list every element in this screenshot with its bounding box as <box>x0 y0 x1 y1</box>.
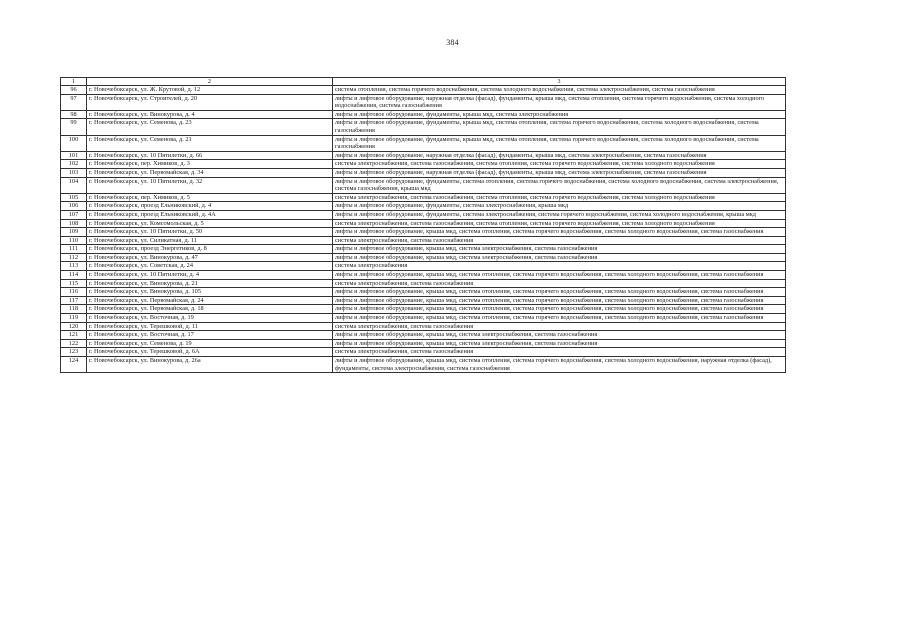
row-number-cell: 105 <box>61 193 87 202</box>
address-cell: г. Новочебоксарск, ул. Винокурова, д. 4 <box>87 110 333 119</box>
row-number-cell: 119 <box>61 314 87 323</box>
table-row <box>61 86 786 95</box>
works-cell: система электроснабжения, система газоснабжения <box>333 348 786 357</box>
works-cell: лифты и лифтовое оборудование, фундаменты, система отопления, система горячего водоснабжения, система холодного водоснабжения, система электроснабжения, система газоснабжения, крыша мкд <box>333 177 786 193</box>
table-row <box>61 305 786 314</box>
address-cell: г. Новочебоксарск, ул. 10 Пятилетки, д. 32 <box>87 177 333 193</box>
table-row <box>61 236 786 245</box>
works-cell: система электроснабжения <box>333 262 786 271</box>
works-cell: лифты и лифтовое оборудование, крыша мкд, система электроснабжения, система газоснабжения <box>333 339 786 348</box>
table-row <box>61 357 786 373</box>
row-number-cell: 99 <box>61 119 87 135</box>
address-cell: г. Новочебоксарск, проезд Ельниковский, д. 4 <box>87 202 333 211</box>
register-table <box>60 77 786 373</box>
address-cell: г. Новочебоксарск, ул. 10 Пятилетки, д. 50 <box>87 228 333 237</box>
works-cell: лифты и лифтовое оборудование, крыша мкд, система электроснабжения, система газоснабжения <box>333 331 786 340</box>
address-cell: г. Новочебоксарск, ул. Семенова, д. 19 <box>87 339 333 348</box>
row-number-cell: 124 <box>61 357 87 373</box>
row-number-cell: 116 <box>61 288 87 297</box>
table-row <box>61 110 786 119</box>
row-number-cell: 122 <box>61 339 87 348</box>
address-cell: г. Новочебоксарск, проезд Энергетиков, д. 8 <box>87 245 333 254</box>
row-number-cell: 98 <box>61 110 87 119</box>
address-cell: г. Новочебоксарск, ул. Восточная, д. 19 <box>87 314 333 323</box>
works-cell: лифты и лифтовое оборудование, крыша мкд, система отопления, система горячего водоснабжения, система холодного водоснабжения, система газоснабжения <box>333 314 786 323</box>
table-row <box>61 168 786 177</box>
row-number-cell: 114 <box>61 271 87 280</box>
row-number-cell: 112 <box>61 253 87 262</box>
table-row <box>61 151 786 160</box>
address-cell: г. Новочебоксарск, ул. Советская, д. 24 <box>87 262 333 271</box>
table-row <box>61 119 786 135</box>
table-row <box>61 314 786 323</box>
works-cell: лифты и лифтовое оборудование, крыша мкд, система отопления, система горячего водоснабжения, система холодного водоснабжения, система газоснабжения <box>333 305 786 314</box>
row-number-cell: 120 <box>61 322 87 331</box>
address-cell: г. Новочебоксарск, ул. Строителей, д. 20 <box>87 94 333 110</box>
works-cell: лифты и лифтовое оборудование, фундаменты, крыша мкд, система отопления, система горячего водоснабжения, система холодного водоснабжения, система газоснабжения <box>333 135 786 151</box>
works-cell: система электроснабжения, система газоснабжения, система отопления, система горячего водоснабжения, система холодного водоснабжения <box>333 160 786 169</box>
works-cell: лифты и лифтовое оборудование, наружная отделка (фасад), фундаменты, крыша мкд, система отопления, система горячего водоснабжения, система холодного водоснабжения, система газоснабжения <box>333 94 786 110</box>
table-row <box>61 253 786 262</box>
works-cell: лифты и лифтовое оборудование, крыша мкд, система отопления, система горячего водоснабжения, система холодного водоснабжения, система газоснабжения <box>333 288 786 297</box>
works-cell: лифты и лифтовое оборудование, наружная отделка (фасад), фундаменты, крыша мкд, система электроснабжения, система газоснабжения <box>333 151 786 160</box>
table-row <box>61 94 786 110</box>
table-row <box>61 279 786 288</box>
row-number-cell: 111 <box>61 245 87 254</box>
works-cell: лифты и лифтовое оборудование, фундаменты, крыша мкд, система электроснабжения <box>333 110 786 119</box>
table-row <box>61 339 786 348</box>
address-cell: г. Новочебоксарск, ул. Первомайская, д. 24 <box>87 296 333 305</box>
table-row <box>61 245 786 254</box>
table-row <box>61 228 786 237</box>
page-number: 384 <box>446 38 459 47</box>
table-row <box>61 288 786 297</box>
column-number-row <box>61 78 786 86</box>
address-cell: г. Новочебоксарск, ул. 10 Пятилетки, д. 4 <box>87 271 333 280</box>
works-cell: лифты и лифтовое оборудование, фундаменты, крыша мкд, система отопления, система горячего водоснабжения, система холодного водоснабжения, система газоснабжения <box>333 119 786 135</box>
works-cell: лифты и лифтовое оборудование, крыша мкд, система электроснабжения, система газоснабжения <box>333 253 786 262</box>
address-cell: г. Новочебоксарск, ул. Терешковой, д. 6А <box>87 348 333 357</box>
address-cell: г. Новочебоксарск, ул. Силикатная, д. 11 <box>87 236 333 245</box>
row-number-cell: 108 <box>61 219 87 228</box>
row-number-cell: 102 <box>61 160 87 169</box>
table-row <box>61 177 786 193</box>
table-row <box>61 331 786 340</box>
table-row <box>61 262 786 271</box>
row-number-cell: 100 <box>61 135 87 151</box>
row-number-cell: 110 <box>61 236 87 245</box>
table-row <box>61 322 786 331</box>
table-row <box>61 348 786 357</box>
works-cell: лифты и лифтовое оборудование, наружная отделка (фасад), фундаменты, крыша мкд, система электроснабжения, система газоснабжения <box>333 168 786 177</box>
works-cell: лифты и лифтовое оборудование, крыша мкд, система отопления, система горячего водоснабжения, система холодного водоснабжения, система газоснабжения <box>333 296 786 305</box>
row-number-cell: 106 <box>61 202 87 211</box>
table-row <box>61 210 786 219</box>
table-row <box>61 135 786 151</box>
address-cell: г. Новочебоксарск, ул. Первомайская, д. 34 <box>87 168 333 177</box>
works-cell: лифты и лифтовое оборудование, крыша мкд, система отопления, система горячего водоснабжения, система холодного водоснабжения, система газоснабжения <box>333 228 786 237</box>
row-number-cell: 123 <box>61 348 87 357</box>
works-cell: система отопления, система горячего водоснабжения, система холодного водоснабжения, система электроснабжения, система газоснабжения <box>333 86 786 95</box>
works-cell: лифты и лифтовое оборудование, фундаменты, система электроснабжения, крыша мкд <box>333 202 786 211</box>
address-cell: г. Новочебоксарск, ул. Винокурова, д. 21 <box>87 279 333 288</box>
table-row <box>61 296 786 305</box>
column-number-1: 1 <box>61 78 87 86</box>
column-number-3: 3 <box>333 78 786 86</box>
address-cell: г. Новочебоксарск, ул. Семенова, д. 21 <box>87 135 333 151</box>
works-cell: система электроснабжения, система газоснабжения, система отопления, система горячего водоснабжения, система холодного водоснабжения <box>333 193 786 202</box>
table-row <box>61 271 786 280</box>
works-cell: система электроснабжения, система газоснабжения <box>333 322 786 331</box>
row-number-cell: 121 <box>61 331 87 340</box>
address-cell: г. Новочебоксарск, ул. Винокурова, д. 105 <box>87 288 333 297</box>
address-cell: г. Новочебоксарск, ул. Комсомольская, д. 5 <box>87 219 333 228</box>
address-cell: г. Новочебоксарск, ул. 10 Пятилетки, д. 66 <box>87 151 333 160</box>
address-cell: г. Новочебоксарск, ул. Винокурова, д. 47 <box>87 253 333 262</box>
address-cell: г. Новочебоксарск, пер. Химиков, д. 5 <box>87 193 333 202</box>
row-number-cell: 115 <box>61 279 87 288</box>
address-cell: г. Новочебоксарск, проезд Ельниковский, д. 4А <box>87 210 333 219</box>
works-cell: система электроснабжения, система газоснабжения <box>333 279 786 288</box>
works-cell: система электроснабжения, система газоснабжения, система отопления, система горячего водоснабжения, система холодного водоснабжения <box>333 219 786 228</box>
table-row <box>61 202 786 211</box>
address-cell: г. Новочебоксарск, ул. Винокурова, д. 26а <box>87 357 333 373</box>
row-number-cell: 113 <box>61 262 87 271</box>
address-cell: г. Новочебоксарск, ул. Семенова, д. 23 <box>87 119 333 135</box>
address-cell: г. Новочебоксарск, пер. Химиков, д. 3 <box>87 160 333 169</box>
row-number-cell: 103 <box>61 168 87 177</box>
row-number-cell: 101 <box>61 151 87 160</box>
works-cell: лифты и лифтовое оборудование, крыша мкд, система отопления, система горячего водоснабжения, система холодного водоснабжения, система газоснабжения <box>333 271 786 280</box>
works-cell: лифты и лифтовое оборудование, крыша мкд, система электроснабжения, система газоснабжения <box>333 245 786 254</box>
table-row <box>61 219 786 228</box>
row-number-cell: 107 <box>61 210 87 219</box>
table-row <box>61 160 786 169</box>
row-number-cell: 118 <box>61 305 87 314</box>
row-number-cell: 109 <box>61 228 87 237</box>
works-cell: система электроснабжения, система газоснабжения <box>333 236 786 245</box>
works-cell: лифты и лифтовое оборудование, крыша мкд, система отопления, система горячего водоснабжения, система холодного водоснабжения, наружная отделка (фасад), фундаменты, система электроснабжения, система газоснабжения <box>333 357 786 373</box>
address-cell: г. Новочебоксарск, ул. Восточная, д. 17 <box>87 331 333 340</box>
address-cell: г. Новочебоксарск, ул. Первомайская, д. 18 <box>87 305 333 314</box>
column-number-2: 2 <box>87 78 333 86</box>
row-number-cell: 96 <box>61 86 87 95</box>
register-table-body <box>61 78 786 373</box>
address-cell: г. Новочебоксарск, ул. Ж. Крутовой, д. 12 <box>87 86 333 95</box>
row-number-cell: 117 <box>61 296 87 305</box>
works-cell: лифты и лифтовое оборудование, фундаменты, система электроснабжения, система горячего водоснабжения, система холодного водоснабжения, крыша мкд <box>333 210 786 219</box>
address-cell: г. Новочебоксарск, ул. Терешковой, д. 11 <box>87 322 333 331</box>
row-number-cell: 104 <box>61 177 87 193</box>
table-row <box>61 193 786 202</box>
row-number-cell: 97 <box>61 94 87 110</box>
